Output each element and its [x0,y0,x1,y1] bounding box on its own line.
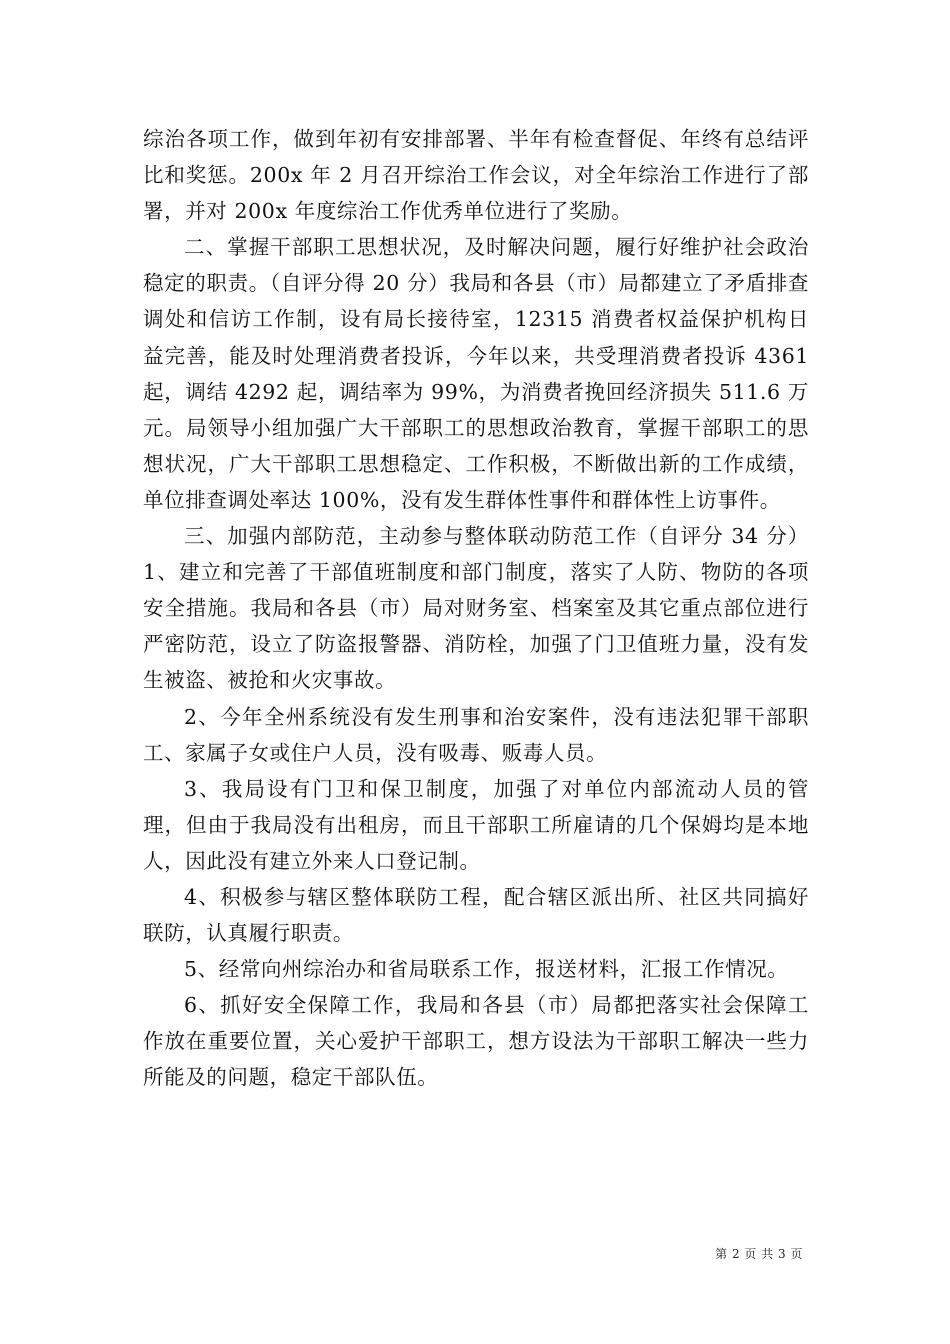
paragraph-continued: 综治各项工作，做到年初有安排部署、半年有检查督促、年终有总结评比和奖惩。200x 年 2 月召开综治工作会议，对全年综治工作进行了部署，并对 200x 年度综治工作优秀单位进行了奖励。 [143,127,809,224]
paragraph-item-2: 2、今年全州系统没有发生刑事和治安案件，没有违法犯罪干部职工、家属子女或住户人员，没有吸毒、贩毒人员。 [143,704,809,765]
paragraph-item-3: 3、我局设有门卫和保卫制度，加强了对单位内部流动人员的管理，但由于我局没有出租房，而且干部职工所雇请的几个保姆均是本地人，因此没有建立外来人口登记制。 [143,776,809,873]
paragraph-item-4: 4、积极参与辖区整体联防工程，配合辖区派出所、社区共同搞好联防，认真履行职责。 [143,884,809,946]
paragraph-item-5: 5、经常向州综治办和省局联系工作，报送材料，汇报工作情况。 [184,957,789,982]
paragraph-item-6: 6、抓好安全保障工作，我局和各县（市）局都把落实社会保障工作放在重要位置，关心爱护干部职工，想方设法为干部职工解决一些力所能及的问题，稳定干部队伍。 [143,993,809,1090]
document-body [143,121,809,1096]
paragraph-section-three: 三、加强内部防范，主动参与整体联动防范工作（自评分 34 分）1、建立和完善了干部值班制度和部门制度，落实了人防、物防的各项安全措施。我局和各县（市）局对财务室、档案室及其它重点部位进行严密防范，设立了防盗报警器、消防栓，加强了门卫值班力量，没有发生被盗、被抢和火灾事故。 [143,524,809,693]
page-number-footer: 第 2 页 共 3 页 [715,1247,803,1261]
paragraph-section-two: 二、掌握干部职工思想状况，及时解决问题，履行好维护社会政治稳定的职责。（自评分得 20 分）我局和各县（市）局都建立了矛盾排查调处和信访工作制，设有局长接待室，12315 消费者权益保护机构日益完善，能及时处理消费者投诉，今年以来，共受理消费者投诉 4361 起，调结 4292 起，调结率为 99%，为消费者挽回经济损失 511.6 万元。局领导小组加强广大干部职工的思想政治教育，掌握干部职工的思想状况，广大干部职工思想稳定、工作积极，不断做出新的工作成绩，单位排查调处率达 100%，没有发生群体性事件和群体性上访事件。 [143,235,809,512]
